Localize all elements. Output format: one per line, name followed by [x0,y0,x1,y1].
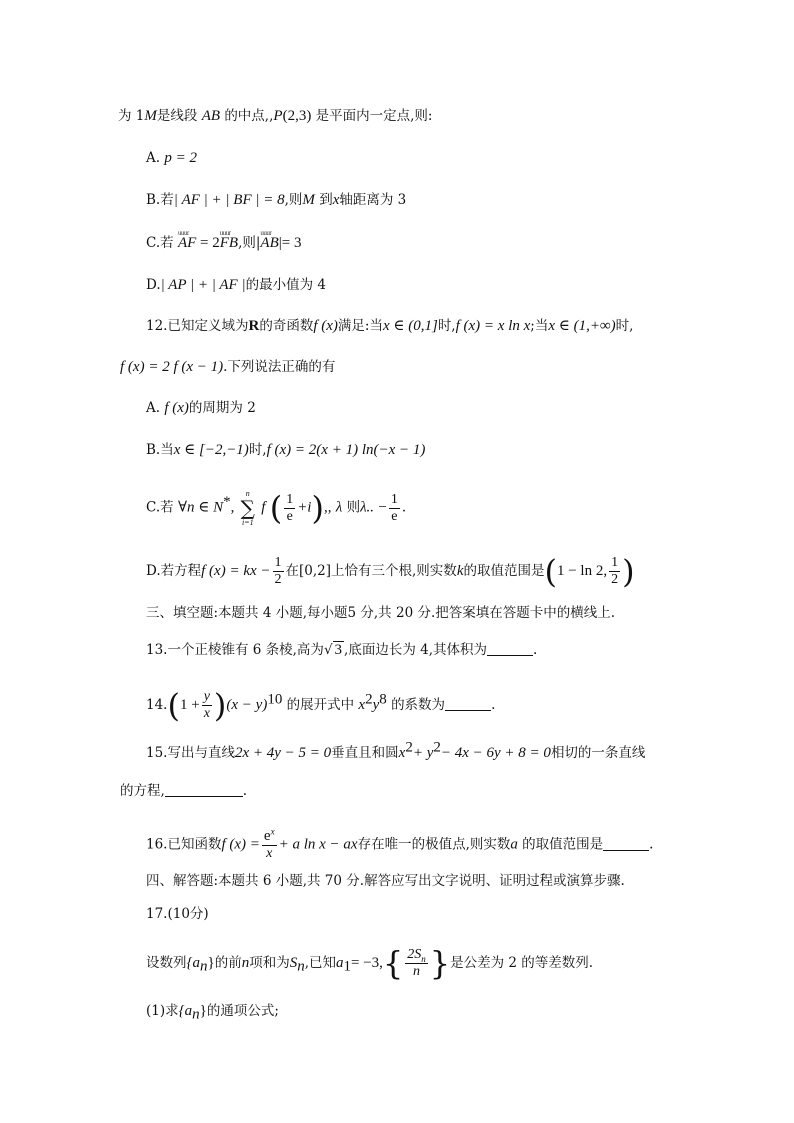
sum-upper: n [245,489,250,498]
math-AB: AB [201,108,221,124]
text: 为 1 [118,108,145,124]
frac-den: 2 [611,572,619,587]
math-f: f [261,499,266,516]
math-e: e [263,828,271,844]
math-an-sub: n [200,958,208,975]
option-label: D.若方程 [146,563,202,579]
text: . [649,836,654,853]
section-4-heading: 四、解答题:本题共 6 小题,共 70 分.解答应写出文字说明、证明过程或演算步骤. [146,873,625,889]
q12-option-c [146,489,406,527]
text: 满足:当 [337,318,383,334]
text: 是线段 [156,108,198,124]
math-Sn: S [289,955,298,971]
fraction-2Sn-over-n [405,947,428,980]
math-M: M [302,192,315,208]
q15-line1 [146,739,646,763]
q17-stem [146,944,594,983]
text: 的展开式中 [286,697,355,713]
q12-stem-line1 [146,316,633,336]
right-brace: } [429,944,451,983]
math-an: {a [178,1003,193,1019]
math-tail: ,, [323,499,332,516]
text: 存在唯一的极值点,则实数 [357,836,511,853]
q11-option-b [146,190,406,210]
text: ,底面边长为 4,其体积为 [344,642,488,658]
q17-heading: 17.(10分) [146,906,209,922]
frac-num [262,828,277,846]
text: (1)求 [146,1003,179,1019]
q12-option-a [146,398,256,418]
math-a1-sub: 1 [343,958,351,975]
frac-num [405,947,428,964]
right-paren: ) [213,686,227,725]
text: 是公差为 2 的等差数列. [450,955,594,971]
math-e-exp: x [270,826,275,837]
answer-blank [445,696,491,711]
text: 12.已知定义域为 [146,318,249,334]
math-e1: 2 [365,691,373,708]
left-paren: ( [167,686,180,725]
math-a1-val: = −3, [351,955,383,971]
math-fx: f (x) [313,318,338,334]
q11-option-c [146,233,301,253]
math-an: {a [186,955,200,971]
text: 相切的一条直线 [550,745,646,761]
text: 的前 [214,955,242,971]
math-expr: f (x) = 2(x + 1) ln(−x − 1) [266,442,426,458]
left-paren: ( [544,552,557,591]
vector-FB: uuur FB [220,233,238,253]
math-forall: ∀n ∈ N [177,499,224,516]
fraction-y-over-x [202,689,212,722]
frac-num: 1 [286,491,294,507]
math-expr: p = 2 [164,150,197,166]
option-label: A. [146,150,161,166]
text: 的奇函数 [259,318,314,334]
text: 的通项公式; [206,1003,279,1019]
math-lambda2: λ.. [360,499,375,516]
math-expr: | AP | + | AF | [160,277,246,293]
math-term-x: x [358,697,366,713]
frac-num: 1 [611,555,619,570]
left-brace: { [382,944,404,983]
text: ,则 [284,192,303,208]
option-label: A. [146,400,161,416]
q14 [146,686,496,725]
q12-stem-line2 [120,357,335,377]
text: 16.已知函数 [146,836,222,853]
frac-den: e [286,508,293,524]
frac-den: e [391,508,398,524]
math-circle-rest: + y [412,745,434,761]
text: ,则| [238,235,261,251]
fraction-1-over-2-b [609,555,620,588]
math-P-coord: (2,3) [282,108,312,124]
frac-den: x [203,706,210,721]
sum-lower: i=1 [241,518,254,527]
math-brace: } [207,955,215,971]
math-plus-i: +i [297,499,312,516]
math-a1: a [336,955,344,971]
text: 设数列 [146,955,187,971]
text: 的最小值为 4 [245,277,326,293]
math-range-a: 1 − ln 2, [556,563,608,579]
q15-line2 [120,781,247,801]
q11-option-a [146,148,197,168]
math-eq: = 2 [196,235,220,251]
math-e2: 8 [379,691,387,708]
option-label: C.若 [146,499,174,516]
math-sq: 2 [405,739,413,756]
q16 [146,828,653,862]
fraction-1-over-e-2 [389,492,400,525]
right-paren: ) [622,552,635,591]
math-lambda: λ [335,499,343,516]
text: .下列说法正确的有 [223,359,336,375]
option-label: B.若 [146,192,174,208]
math-expr: f (x) = kx − [201,563,271,579]
q11-option-d [146,275,326,295]
frac-num: 1 [390,491,398,507]
text: 的方程, [120,783,165,799]
math-expr: | AF | + | BF | = 8 [173,192,285,208]
math-expr: f (x) [164,400,189,416]
text: 在[0,2]上恰有三个根,则实数 [285,563,457,579]
math-M: M [144,108,157,124]
text: 的系数为 [391,697,446,713]
text: |= 3 [278,235,302,251]
text: 是平面内一定点,则: [315,108,433,124]
text: . [242,783,248,799]
math-one-plus: 1 + [179,697,200,713]
math-fx: f (x) = [221,836,260,853]
section-3-heading: 三、填空题:本题共 4 小题,每小题5 分,共 20 分.把答案填在答题卡中的横线上. [146,605,616,621]
math-an-sub: n [192,1006,200,1023]
q17-part1 [146,1001,279,1021]
text: ;当 [530,318,549,334]
answer-blank [165,782,243,797]
math-comma: , [230,499,235,516]
math-rest: + a ln x − ax [278,836,358,853]
option-label: C.若 [146,235,174,251]
fraction-1-over-e [284,492,295,525]
math-cond2: x ∈ (1,+∞) [548,318,616,334]
text: . [401,499,407,516]
math-cond1: x ∈ (0,1] [382,318,438,334]
frac-den: n [413,964,421,979]
text: 的周期为 2 [188,400,256,416]
math-term-y: y [372,697,380,713]
sqrt: √ 3 [323,642,343,658]
q11-stem-tail [118,106,432,126]
math-circle-tail: − 4x − 6y + 8 = 0 [440,745,551,761]
text: 13.一个正棱锥有 6 条棱,高为 [146,642,324,658]
math-exp: 10 [267,691,283,708]
text: 的取值范围是 [522,836,604,853]
frac-den: x [266,846,273,861]
text: 垂直且和圆 [331,745,399,761]
text: ,已知 [304,955,336,971]
math-line: 2x + 4y − 5 = 0 [234,745,332,761]
math-2S-sub: n [421,953,426,964]
math-def2: f (x) = 2 f (x − 1) [120,359,224,375]
math-cond: x ∈ [−2,−1) [173,442,249,458]
answer-blank [487,641,533,656]
math-expr: (x − y) [226,697,268,713]
q12-option-d [146,552,635,591]
answer-blank [603,836,649,851]
math-star: * [223,494,231,510]
math-k: k [456,563,464,579]
text: . [491,697,496,713]
left-paren: ( [269,489,283,527]
text: 的取值范围是 [463,563,545,579]
right-paren: ) [311,489,324,527]
q13 [146,640,537,660]
text: 则 [346,499,361,516]
math-2S: 2S [407,947,422,962]
option-label: B.当 [146,442,174,458]
math-circle-x: x [398,745,406,761]
text: 轴距离为 3 [339,192,407,208]
option-label: D. [146,277,161,293]
vector-AF: uuur AF [178,233,196,253]
text: 项和为 [249,955,290,971]
text: 15.写出与直线 [146,745,235,761]
math-a: a [510,836,518,853]
sum-symbol [241,489,255,527]
math-Sn-sub: n [297,958,305,975]
frac-den: 2 [274,572,282,587]
text: 的中点,, [224,108,274,124]
math-brace: } [199,1003,207,1019]
frac-num: y [203,689,210,704]
fraction-1-over-2 [273,555,284,588]
q12-option-b [146,440,425,460]
math-minus: − [378,499,387,516]
math-def1: f (x) = x ln x [455,318,531,334]
text: 到 [319,192,333,208]
fraction-ex-over-x [262,828,277,862]
text: 时, [248,442,267,458]
math-P: P [273,108,283,124]
vector-AB: uuur AB [260,233,278,253]
text: 时, [615,318,634,334]
text: 14. [146,697,168,713]
math-n: n [241,955,250,971]
text: 时, [437,318,456,334]
text: . [533,642,538,658]
sqrt-radicand: 3 [334,642,343,658]
math-R: R [248,318,260,334]
math-x: x [332,192,340,208]
frac-num: 1 [274,555,282,570]
math-sq2: 2 [433,739,441,756]
sigma-icon: ∑ [240,496,255,520]
